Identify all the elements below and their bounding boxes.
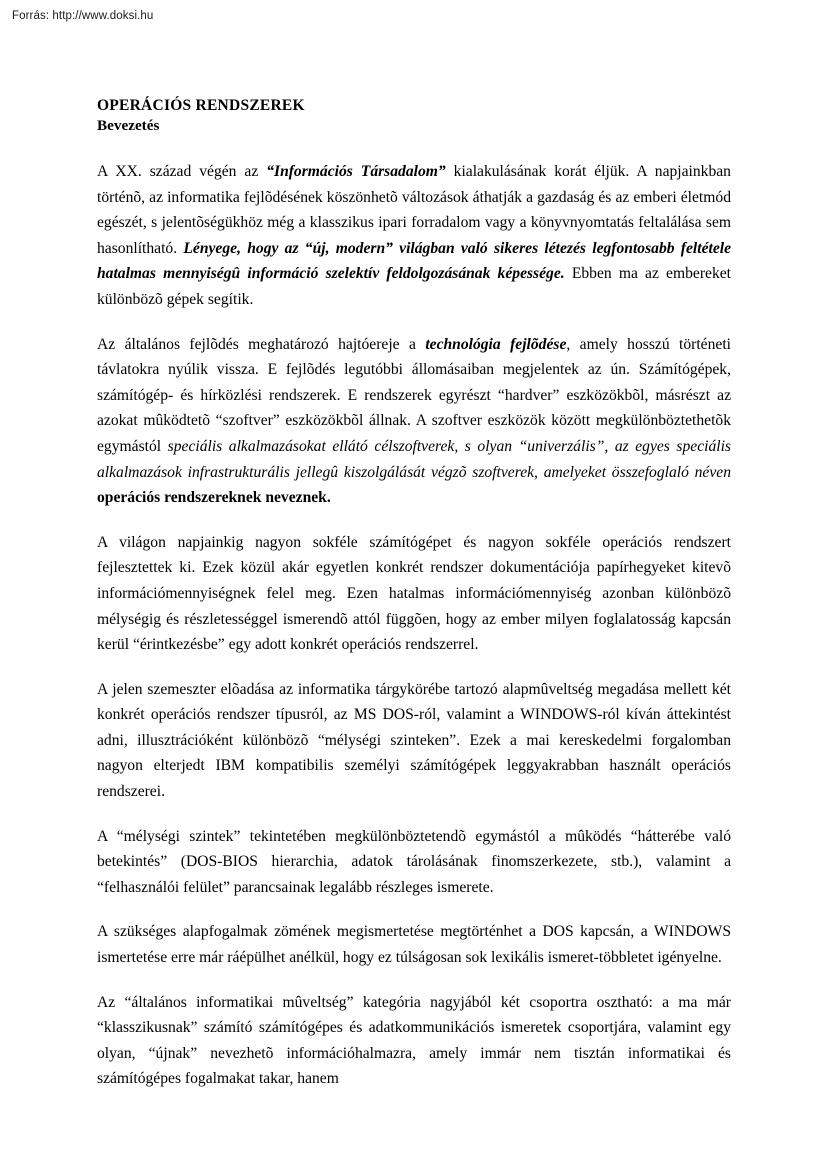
page-title: OPERÁCIÓS RENDSZEREK — [97, 97, 305, 114]
paragraph-3: A világon napjainkig nagyon sokféle számítógépet és nagyon sokféle operációs rendszert fejlesztettek ki. Ezek közül akár egyetlen konkrét rendszer dokumentációja papírhegyeket kitevõ információmennyiségnek felel meg. Ezen hatalmas információmennyiség azonban különbözõ mélységig és részletességgel ismerendõ attól függõen, hogy az ember milyen foglalatosság kapcsán kerül “érintkezésbe” egy adott konkrét operációs rendszerrel. — [97, 533, 731, 654]
p1-text-tail: Ebben ma az embereket különbözõ gépek segítik. — [97, 265, 731, 308]
p1-text-lead: A XX. század végén az — [97, 163, 267, 180]
paragraph-5: A “mélységi szintek” tekintetében megkülönböztetendõ egymástól a mûködés “hátterébe való betekintés” (DOS-BIOS hierarchia, adatok tárolásának finomszerkezete, stb.), valamint a “felhasználói felület” parancsainak legalább részleges ismerete. — [97, 827, 731, 896]
page-subtitle: Bevezetés — [97, 116, 160, 134]
document-text-column — [97, 96, 731, 1092]
p2-text-lead: Az általános fejlõdés meghatározó hajtóereje a — [97, 335, 426, 353]
p1-text-mid: kialakulásának korát éljük. A napjainkban történõ, az informatika fejlõdésének köszönhetõ változások áthatják a gazdaság és az emberi életmód egészét, s jelentõségükhöz még a klasszikus ipari forradalom vagy a könyvnyomtatás feltalálása sem hasonlítható. — [97, 163, 731, 257]
p1-emphasis-information-society: “Információs Társadalom” — [266, 163, 446, 180]
p2-italic-software-definition: speciális alkalmazásokat ellátó célszoftverek, s olyan “univerzális”, az egyes speciális alkalmazások infrastrukturális jellegû kiszolgálását végzõ szoftverek, amelyeket összefoglaló néven — [97, 437, 731, 481]
paragraph-6: A szükséges alapfogalmak zömének megismertetése megtörténhet a DOS kapcsán, a WINDOWS ismertetése erre már ráépülhet anélkül, hogy ez túlságosan sok lexikális ismeret-többletet igényelne. — [97, 923, 731, 967]
source-stamp: Forrás: http://www.doksi.hu — [12, 10, 154, 22]
paragraph-4: A jelen szemeszter elõadása az informatika tárgykörébe tartozó alapmûveltség megadása mellett két konkrét operációs rendszer típusról, az MS DOS-ról, valamint a WINDOWS-ról kíván áttekintést adni, illusztrációként különbözõ “mélységi szinteken”. Ezek a mai kereskedelmi forgalomban nagyon elterjedt IBM kompatibilis személyi számítógépek leggyakrabban használt operációs rendszerei. — [97, 680, 731, 801]
p2-emphasis-technology-development: technológia fejlõdése — [425, 335, 567, 353]
p2-text-mid: , amely hosszú történeti távlatokra nyúlik vissza. E fejlõdés legutóbbi állomásaiban megjelentek az ún. Számítógépek, számítógép- és hírközlési rendszerek. E rendszerek egyrészt “hardver” eszközökbõl, másrészt az azokat mûködtetõ “szoftver” eszközökbõl állnak. A szoftver eszközök között megkülönböztethetõk egymástól — [97, 335, 731, 455]
p2-bold-operating-systems-term: operációs rendszereknek neveznek. — [97, 489, 331, 507]
title-spacer — [97, 135, 731, 159]
p1-emphasis-essence: Lényege, hogy az “új, modern” világban való sikeres létezés legfontosabb feltétele hatalmas mennyiségû információ szelektív feldolgozásának képessége. — [97, 239, 731, 283]
paragraph-1 — [97, 159, 731, 313]
paragraph-2 — [97, 332, 731, 511]
paragraph-7: Az “általános informatikai mûveltség” kategória nagyjából két csoportra osztható: a ma már “klasszikusnak” számító számítógépes és adatkommunikációs ismeretek csoportjára, valamint egy olyan, “újnak” nevezhetõ információhalmazra, amely immár nem tisztán informatikai és számítógépes fogalmakat takar, hanem — [97, 993, 731, 1088]
